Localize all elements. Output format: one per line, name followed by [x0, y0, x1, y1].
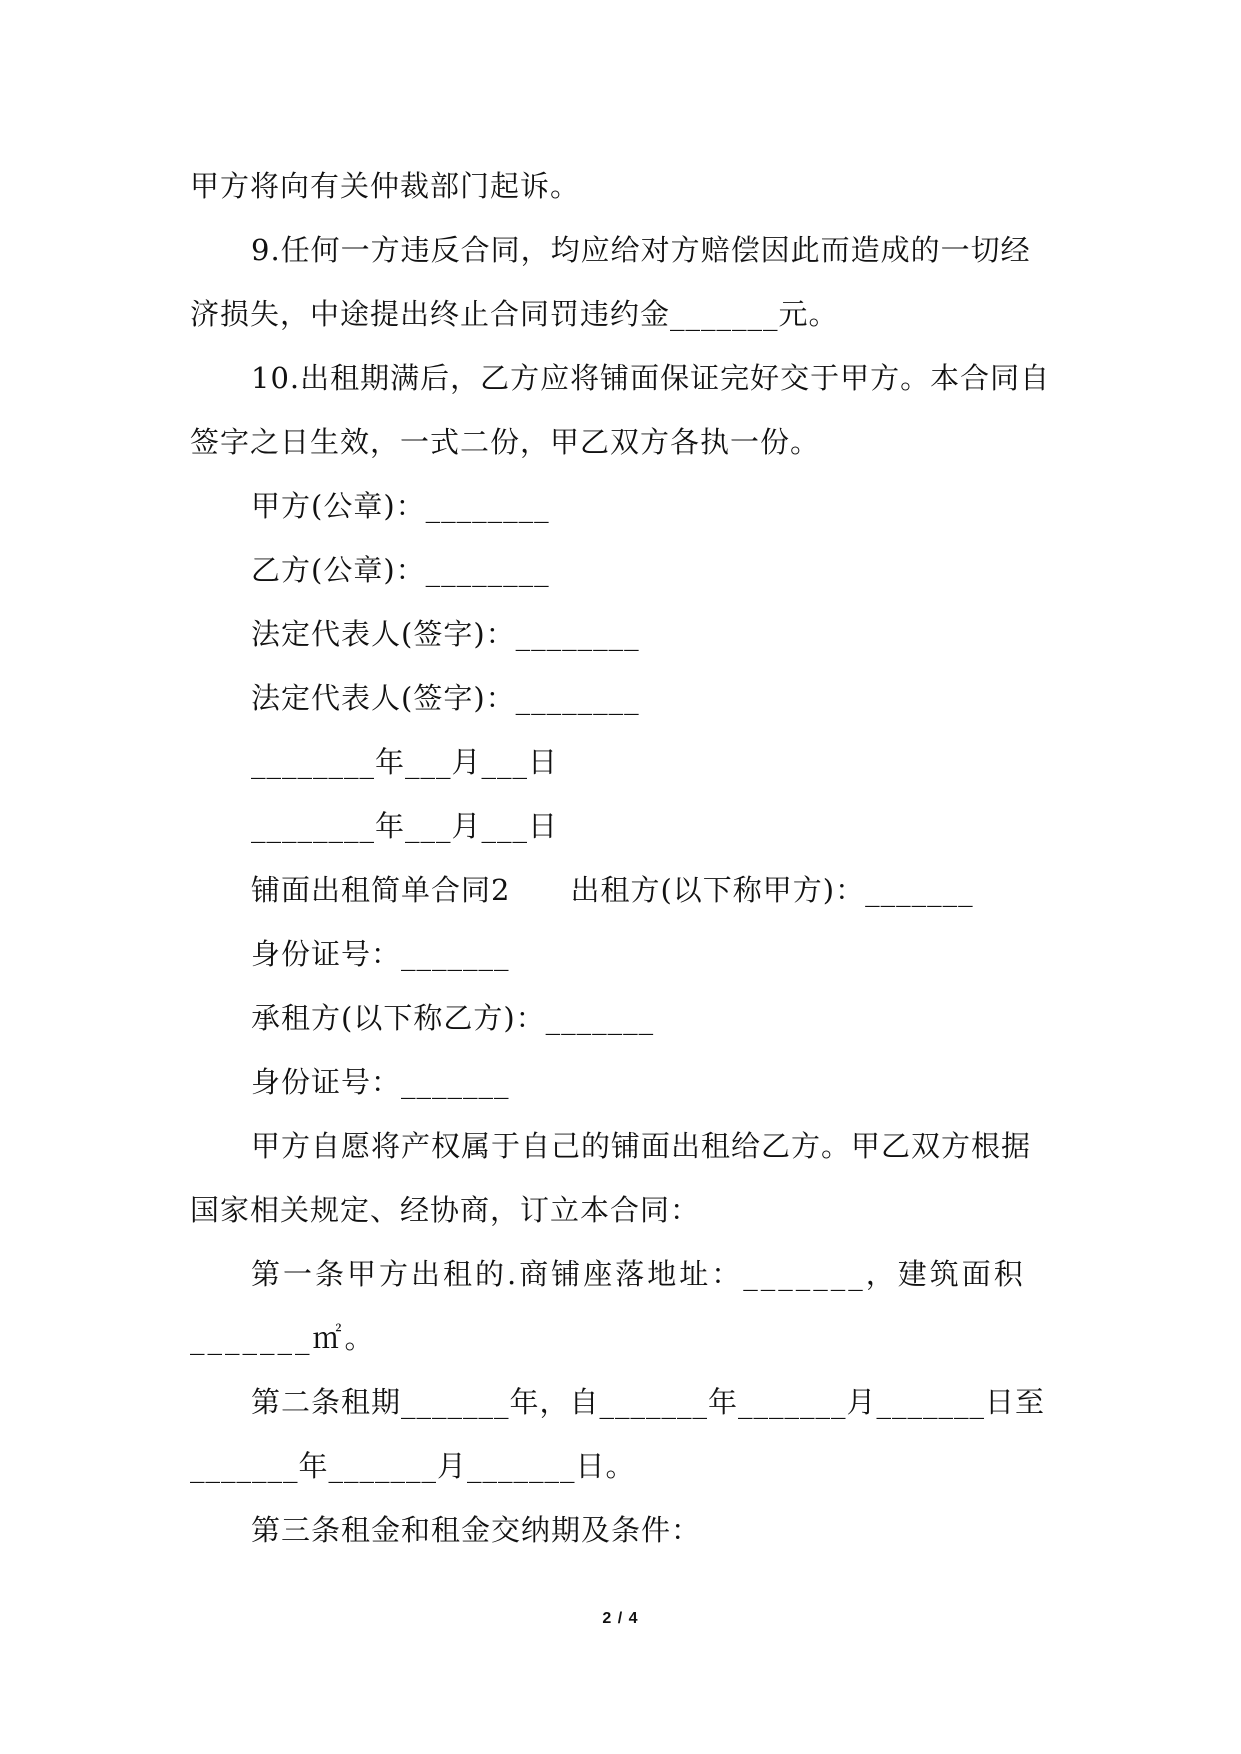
date-line: ________年___月___日	[251, 809, 559, 843]
legal-representative-signature-line: 法定代表人(签字)：________	[251, 617, 640, 651]
document-body	[190, 154, 1060, 1562]
lessee-line: 承租方(以下称乙方)：_______	[251, 1001, 655, 1035]
lessor-id-number-line: 身份证号：_______	[251, 937, 510, 971]
clause-9: 9.任何一方违反合同，均应给对方赔偿因此而造成的一切经济损失，中途提出终止合同罚违约金_______元。	[190, 233, 1031, 331]
page-number: 2 / 4	[602, 1610, 639, 1627]
party-b-seal-line: 乙方(公章)：________	[251, 553, 550, 587]
lessee-id-number-line: 身份证号：_______	[251, 1065, 510, 1099]
clause-10: 10.出租期满后，乙方应将铺面保证完好交于甲方。本合同自签字之日生效，一式二份，甲乙双方各执一份。	[190, 361, 1051, 459]
date-line: ________年___月___日	[251, 745, 559, 779]
party-a-seal-line: 甲方(公章)：________	[251, 489, 550, 523]
article-3: 第三条租金和租金交纳期及条件：	[251, 1513, 702, 1547]
paragraph-arbitration: 甲方将向有关仲裁部门起诉。	[190, 169, 581, 203]
article-2: 第二条租期_______年，自_______年_______月_______日至_______年_______月_______日。	[190, 1385, 1046, 1483]
contract-2-heading-lessor: 铺面出租简单合同2 出租方(以下称甲方)：_______	[251, 873, 974, 907]
article-1: 第一条甲方出租的.商铺座落地址：_______，建筑面积_______㎡。	[190, 1257, 1026, 1355]
preamble-paragraph: 甲方自愿将产权属于自己的铺面出租给乙方。甲乙双方根据国家相关规定、经协商，订立本合同：	[190, 1129, 1032, 1227]
legal-representative-signature-line: 法定代表人(签字)：________	[251, 681, 640, 715]
